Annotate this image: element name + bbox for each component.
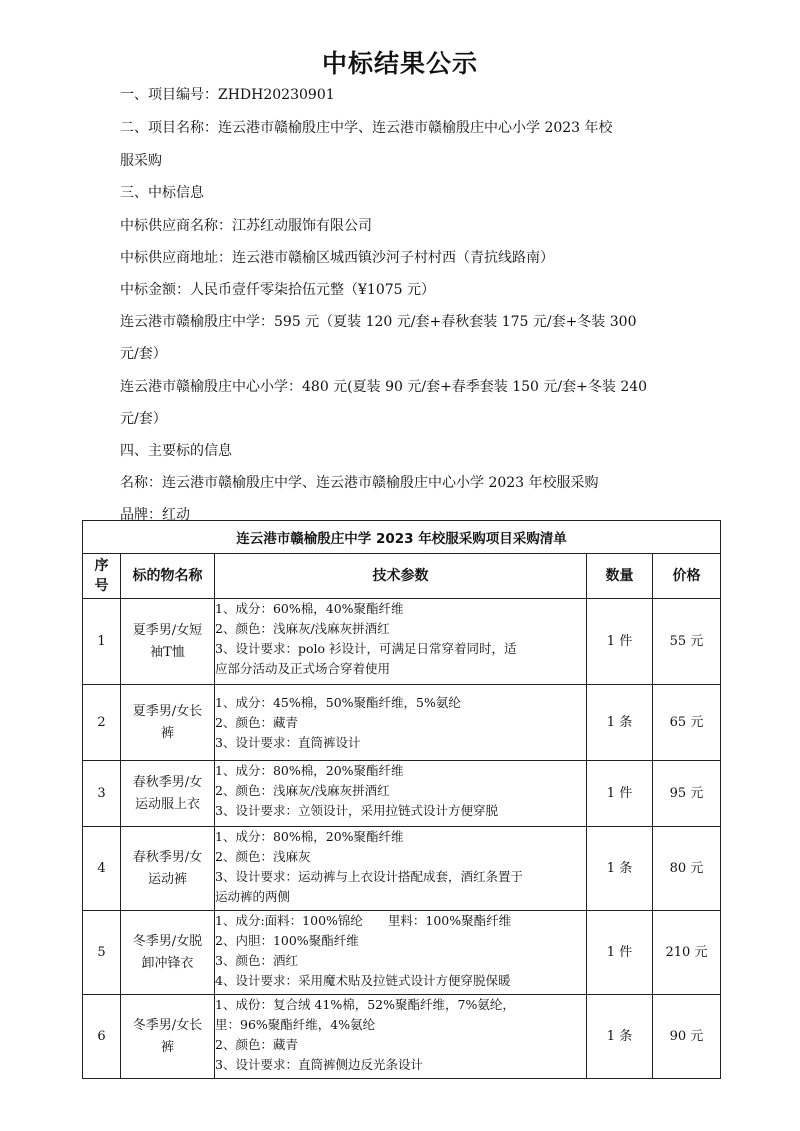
spec-line: 1、成分：60%棉，40%聚酯纤维 — [215, 601, 404, 616]
spec-line: 2、颜色：浅麻灰/浅麻灰拼酒红 — [215, 783, 390, 798]
spec-line: 1、成分:面料：100%锦纶 里料：100%聚酯纤维 — [215, 913, 512, 928]
row-qty: 1 件 — [587, 761, 653, 827]
row-item-name: 夏季男/女短袖T恤 — [121, 599, 215, 685]
spec-line: 3、设计要求：运动裤与上衣设计搭配成套，酒红条置于 — [215, 869, 523, 884]
row-price: 210 元 — [653, 911, 721, 995]
spec-line: 3、颜色：酒红 — [215, 953, 298, 968]
procurement-table — [82, 520, 721, 1079]
primary-school-price-line2: 元/套） — [120, 411, 167, 427]
header-qty: 数量 — [587, 554, 653, 599]
row-spec — [215, 685, 587, 761]
spec-line: 3、设计要求：立领设计，采用拉链式设计方便穿脱 — [215, 803, 498, 818]
spec-line: 2、颜色：藏青 — [215, 1037, 298, 1052]
row-qty: 1 条 — [587, 827, 653, 911]
award-amount: 中标金额：人民币壹仟零柒拾伍元整（¥1075 元） — [120, 282, 435, 298]
row-price: 55 元 — [653, 599, 721, 685]
table-row — [83, 995, 721, 1079]
header-name: 标的物名称 — [121, 554, 215, 599]
spec-line: 运动裤的两侧 — [215, 889, 291, 904]
row-seq: 2 — [83, 685, 121, 761]
header-price: 价格 — [653, 554, 721, 599]
spec-line: 1、成分：80%棉，20%聚酯纤维 — [215, 763, 404, 778]
spec-line: 3、设计要求：直筒裤设计 — [215, 734, 361, 750]
spec-line: 1、成分：45%棉，50%聚酯纤维，5%氨纶 — [215, 694, 461, 710]
spec-line: 1、成份：复合绒 41%棉，52%聚酯纤维，7%氨纶， — [215, 997, 515, 1012]
spec-line: 2、颜色：藏青 — [215, 714, 298, 730]
spec-line: 3、设计要求：polo 衫设计，可满足日常穿着同时，适 — [215, 641, 517, 656]
row-item-name: 冬季男/女长裤 — [121, 995, 215, 1079]
header-spec: 技术参数 — [215, 554, 587, 599]
item-name: 名称：连云港市赣榆殷庄中学、连云港市赣榆殷庄中心小学 2023 年校服采购 — [120, 475, 599, 491]
middle-school-price-line1: 连云港市赣榆殷庄中学：595 元（夏装 120 元/套+春秋套装 175 元/套+冬装 300 — [120, 314, 637, 330]
table-row — [83, 911, 721, 995]
row-seq: 3 — [83, 761, 121, 827]
row-spec — [215, 761, 587, 827]
row-spec — [215, 995, 587, 1079]
row-qty: 1 件 — [587, 599, 653, 685]
spec-line: 2、颜色：浅麻灰 — [215, 849, 311, 864]
supplier-name: 中标供应商名称：江苏红动服饰有限公司 — [120, 218, 372, 234]
table-row — [83, 685, 721, 761]
table-row — [83, 827, 721, 911]
table-row — [83, 761, 721, 827]
table-row — [83, 599, 721, 685]
document-title: 中标结果公示 — [321, 49, 478, 78]
row-seq: 1 — [83, 599, 121, 685]
section-main-items: 四、主要标的信息 — [120, 443, 232, 459]
spec-line: 里：96%聚酯纤维，4%氨纶 — [215, 1017, 376, 1032]
spec-line: 1、成分：80%棉，20%聚酯纤维 — [215, 829, 404, 844]
row-qty: 1 条 — [587, 685, 653, 761]
project-name-line1: 二、项目名称：连云港市赣榆殷庄中学、连云港市赣榆殷庄中心小学 2023 年校 — [120, 120, 613, 136]
row-qty: 1 条 — [587, 995, 653, 1079]
spec-line: 应部分活动及正式场合穿着使用 — [215, 661, 391, 676]
table-caption: 连云港市赣榆殷庄中学 2023 年校服采购项目采购清单 — [83, 521, 721, 554]
row-qty: 1 件 — [587, 911, 653, 995]
row-price: 65 元 — [653, 685, 721, 761]
row-item-name: 春秋季男/女运动裤 — [121, 827, 215, 911]
row-price: 90 元 — [653, 995, 721, 1079]
spec-line: 4、设计要求：采用魔术贴及拉链式设计方便穿脱保暖 — [215, 973, 511, 988]
spec-line: 2、颜色：浅麻灰/浅麻灰拼酒红 — [215, 621, 390, 636]
row-spec — [215, 911, 587, 995]
row-price: 80 元 — [653, 827, 721, 911]
row-item-name: 冬季男/女脱卸冲锋衣 — [121, 911, 215, 995]
header-seq: 序号 — [83, 554, 121, 599]
brand: 品牌：红动 — [120, 507, 190, 523]
row-spec — [215, 599, 587, 685]
row-seq: 4 — [83, 827, 121, 911]
row-spec — [215, 827, 587, 911]
project-number: 一、项目编号：ZHDH20230901 — [120, 87, 335, 103]
spec-line: 3、设计要求：直筒裤侧边反光条设计 — [215, 1057, 423, 1072]
section-award-info: 三、中标信息 — [120, 185, 204, 201]
project-name-line2: 服采购 — [120, 153, 162, 169]
spec-line: 2、内胆：100%聚酯纤维 — [215, 933, 359, 948]
row-item-name: 夏季男/女长裤 — [121, 685, 215, 761]
middle-school-price-line2: 元/套） — [120, 346, 167, 362]
table-header-row — [83, 554, 721, 599]
supplier-address: 中标供应商地址：连云港市赣榆区城西镇沙河子村村西（青抗线路南） — [120, 250, 554, 266]
primary-school-price-line1: 连云港市赣榆殷庄中心小学：480 元(夏装 90 元/套+春季套装 150 元/套+冬装 240 — [120, 379, 648, 395]
row-seq: 5 — [83, 911, 121, 995]
row-price: 95 元 — [653, 761, 721, 827]
row-seq: 6 — [83, 995, 121, 1079]
row-item-name: 春秋季男/女运动服上衣 — [121, 761, 215, 827]
